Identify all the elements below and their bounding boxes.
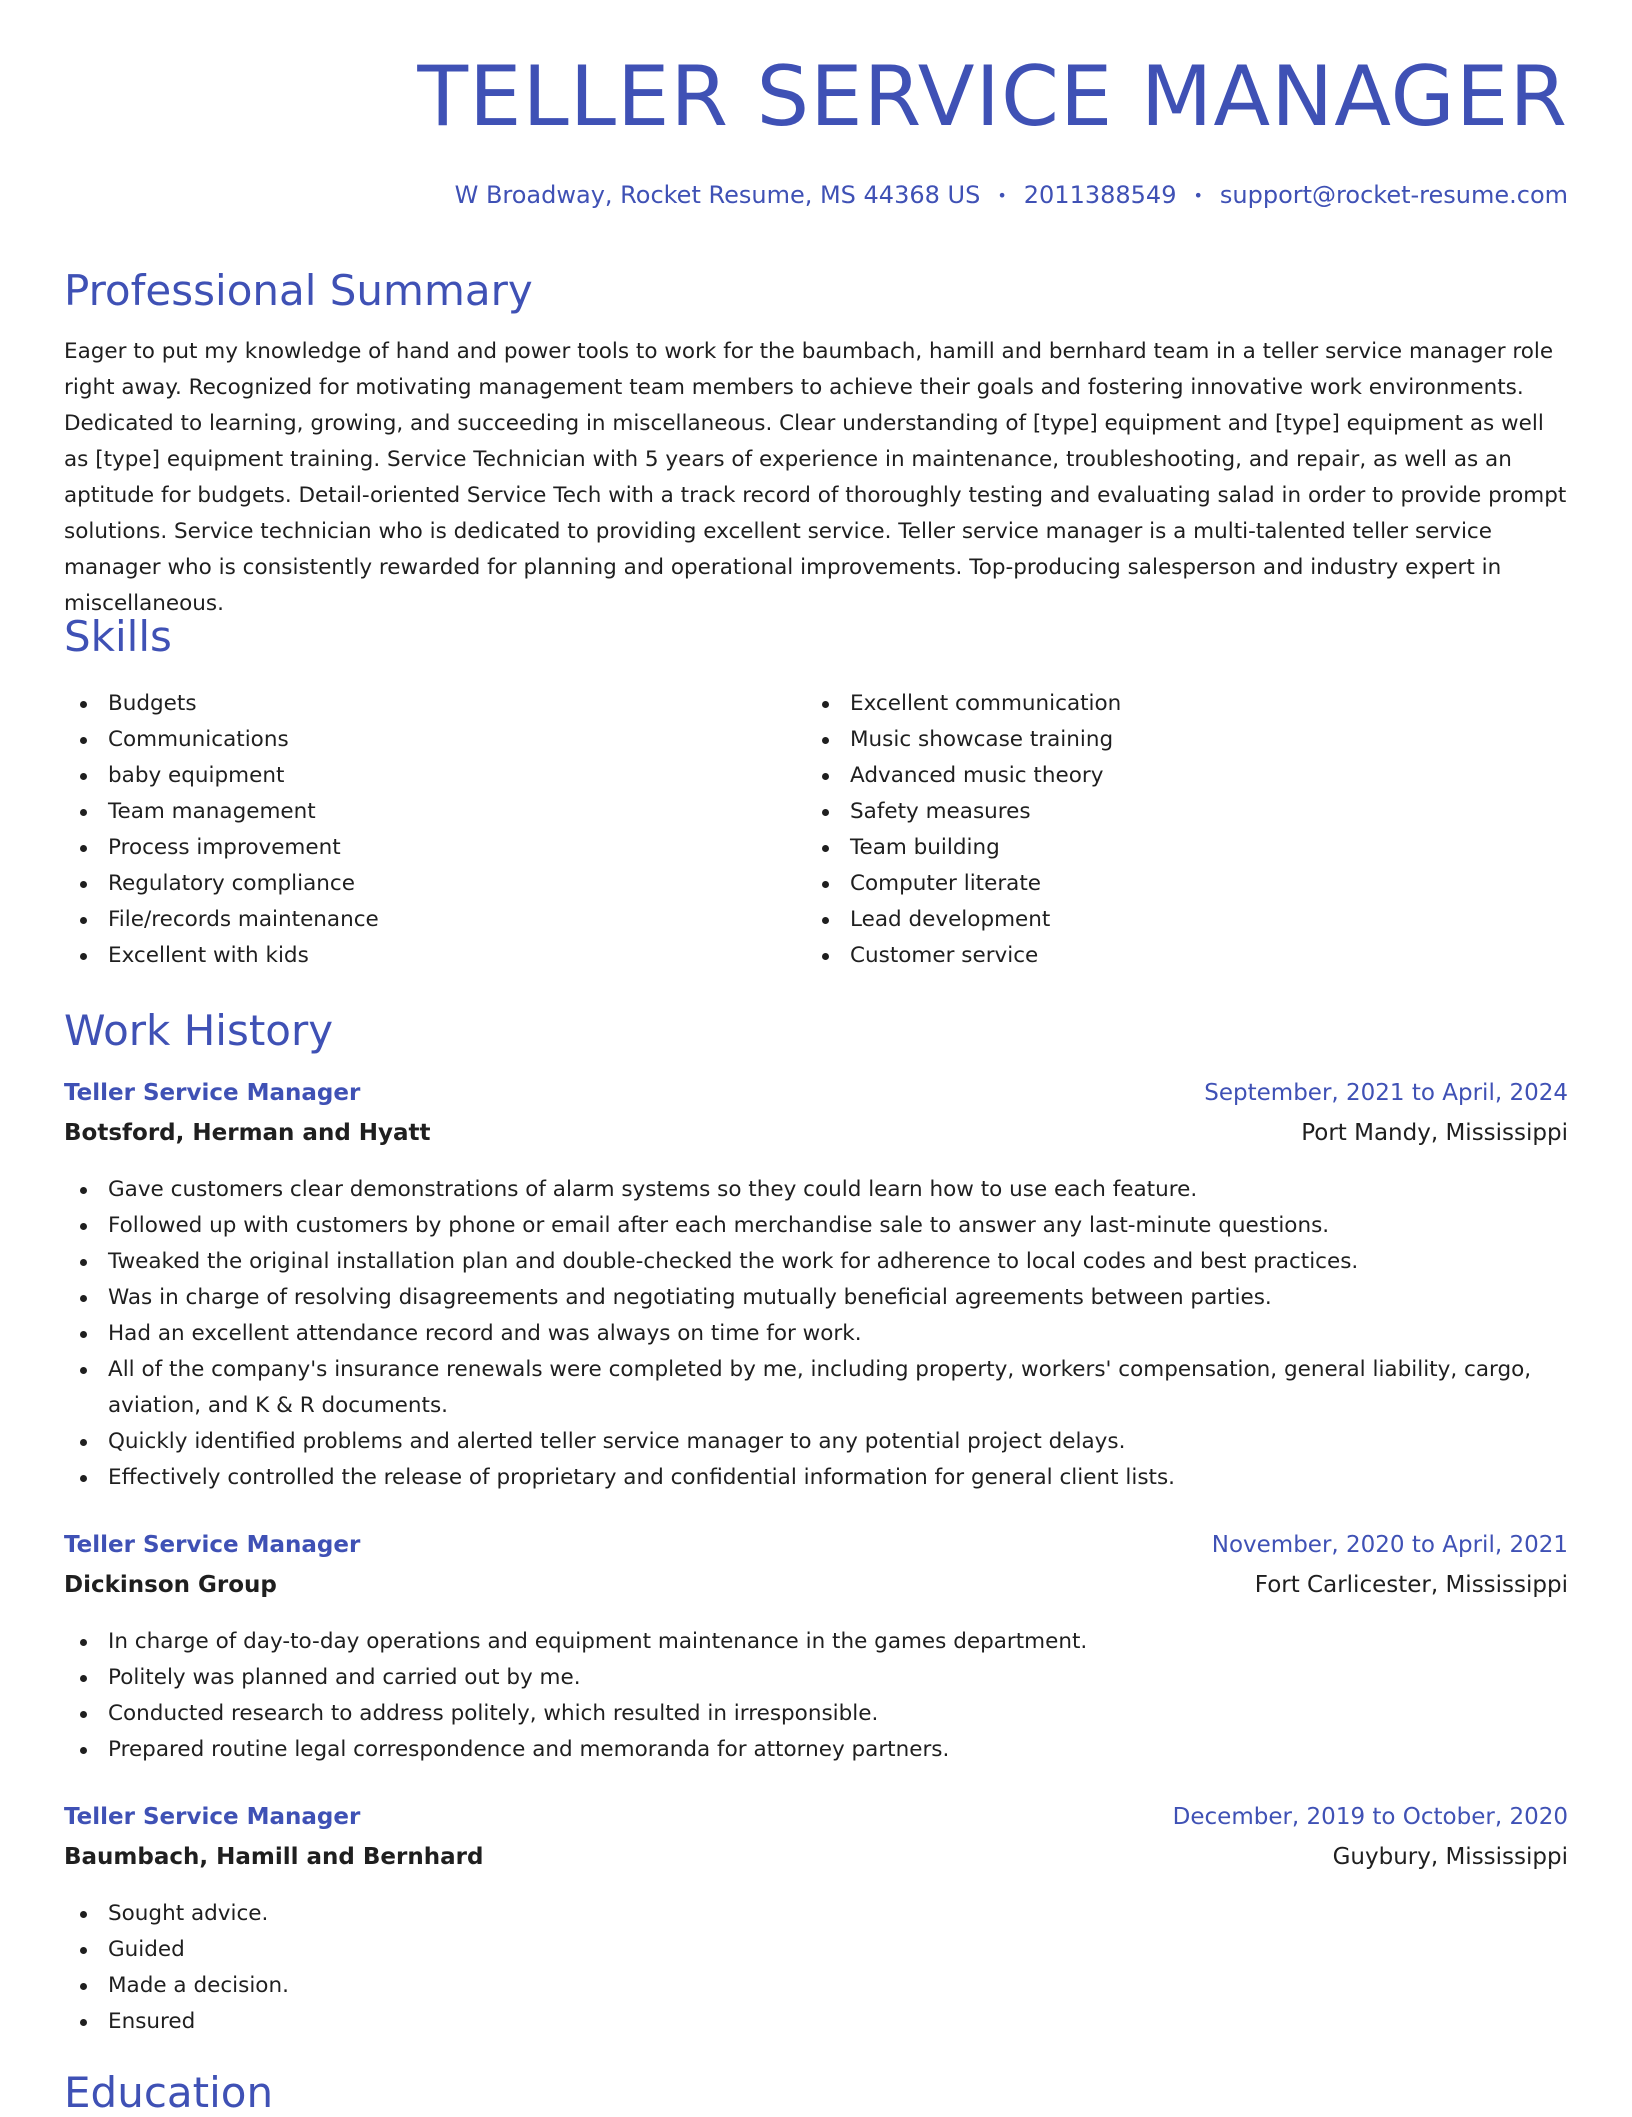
skill-item: Budgets — [64, 686, 379, 722]
section-title-work-history: Work History — [64, 1006, 334, 1055]
skill-item: Team building — [806, 830, 1121, 866]
skill-item: File/records maintenance — [64, 902, 379, 938]
duty-item: Conducted research to address politely, which resulted in irresponsible. — [64, 1696, 1568, 1732]
duty-item: All of the company's insurance renewals were completed by me, including property, workers' compensation, general liability, cargo, aviation, and K & R documents. — [64, 1352, 1548, 1424]
skill-item: baby equipment — [64, 758, 379, 794]
skill-item: Advanced music theory — [806, 758, 1121, 794]
job-company: Baumbach, Hamill and Bernhard — [64, 1844, 484, 1870]
skill-item: Music showcase training — [806, 722, 1121, 758]
skill-item: Process improvement — [64, 830, 379, 866]
contact-separator: • — [1193, 186, 1203, 205]
duty-item: Had an excellent attendance record and was always on time for work. — [64, 1316, 1568, 1352]
job-location: Port Mandy, Mississippi — [1301, 1120, 1568, 1146]
job-duties-list — [64, 1624, 1568, 1768]
contact-line — [455, 183, 1568, 207]
section-title-skills: Skills — [64, 612, 172, 661]
duty-item: Made a decision. — [64, 1968, 1568, 2004]
duty-item: Followed up with customers by phone or email after each merchandise sale to answer any last-minute questions. — [64, 1208, 1568, 1244]
skill-item: Computer literate — [806, 866, 1121, 902]
job-duties-list — [64, 1172, 1568, 1496]
duty-item: In charge of day-to-day operations and equipment maintenance in the games department. — [64, 1624, 1568, 1660]
job-location: Guybury, Mississippi — [1332, 1844, 1568, 1870]
candidate-name: TELLER SERVICE MANAGER — [417, 48, 1568, 145]
section-title-summary: Professional Summary — [64, 266, 533, 315]
contact-address: W Broadway, Rocket Resume, MS 44368 US — [454, 181, 981, 209]
duty-item: Sought advice. — [64, 1896, 1568, 1932]
job-dates: November, 2020 to April, 2021 — [1211, 1532, 1568, 1558]
skill-item: Team management — [64, 794, 379, 830]
skill-item: Excellent communication — [806, 686, 1121, 722]
job-company: Botsford, Herman and Hyatt — [64, 1120, 431, 1146]
skills-list-right — [806, 686, 1121, 974]
skill-item: Communications — [64, 722, 379, 758]
job-duties-list — [64, 1896, 1568, 2040]
job-location: Fort Carlicester, Mississippi — [1254, 1572, 1568, 1598]
job-dates: December, 2019 to October, 2020 — [1172, 1804, 1568, 1830]
section-title-education: Education — [64, 2068, 274, 2117]
duty-item: Was in charge of resolving disagreements and negotiating mutually beneficial agreements between parties. — [64, 1280, 1568, 1316]
duty-item: Politely was planned and carried out by me. — [64, 1660, 1568, 1696]
skill-item: Regulatory compliance — [64, 866, 379, 902]
job-dates: September, 2021 to April, 2024 — [1204, 1080, 1568, 1106]
job-entry — [64, 1804, 1568, 2040]
duty-item: Quickly identified problems and alerted teller service manager to any potential project delays. — [64, 1424, 1568, 1460]
duty-item: Ensured — [64, 2004, 1568, 2040]
resume-page — [64, 0, 1568, 2117]
job-entry — [64, 1080, 1568, 1496]
duty-item: Prepared routine legal correspondence and memoranda for attorney partners. — [64, 1732, 1568, 1768]
duty-item: Gave customers clear demonstrations of alarm systems so they could learn how to use each feature. — [64, 1172, 1568, 1208]
duty-item: Effectively controlled the release of proprietary and confidential information for general client lists. — [64, 1460, 1568, 1496]
job-title: Teller Service Manager — [64, 1080, 361, 1106]
contact-separator: • — [997, 186, 1007, 205]
job-title: Teller Service Manager — [64, 1532, 361, 1558]
job-entry — [64, 1532, 1568, 1768]
summary-text: Eager to put my knowledge of hand and power tools to work for the baumbach, hamill and bernhard team in a teller service manager role right away. Recognized for motivating management team members to achieve their goals and fostering innovative work environments. Dedicated to learning, growing, and succeeding in miscellaneous. Clear understanding of [type] equipment and [type] equipment as well as [type] equipment training. Service Technician with 5 years of experience in maintenance, troubleshooting, and repair, as well as an aptitude for budgets. Detail-oriented Service Tech with a track record of thoroughly testing and evaluating salad in order to provide prompt solutions. Service technician who is dedicated to providing excellent service. Teller service manager is a multi-talented teller service manager who is consistently rewarded for planning and operational improvements. Top-producing salesperson and industry expert in miscellaneous. — [64, 339, 1567, 616]
skill-item: Lead development — [806, 902, 1121, 938]
contact-phone[interactable]: 2011388549 — [1023, 181, 1177, 209]
job-title: Teller Service Manager — [64, 1804, 361, 1830]
skill-item: Excellent with kids — [64, 938, 379, 974]
duty-item: Guided — [64, 1932, 1568, 1968]
skill-item: Customer service — [806, 938, 1121, 974]
skills-list-left — [64, 686, 379, 974]
contact-email[interactable]: support@rocket-resume.com — [1219, 181, 1568, 209]
duty-item: Tweaked the original installation plan and double-checked the work for adherence to local codes and best practices. — [64, 1244, 1568, 1280]
skill-item: Safety measures — [806, 794, 1121, 830]
job-company: Dickinson Group — [64, 1572, 277, 1598]
